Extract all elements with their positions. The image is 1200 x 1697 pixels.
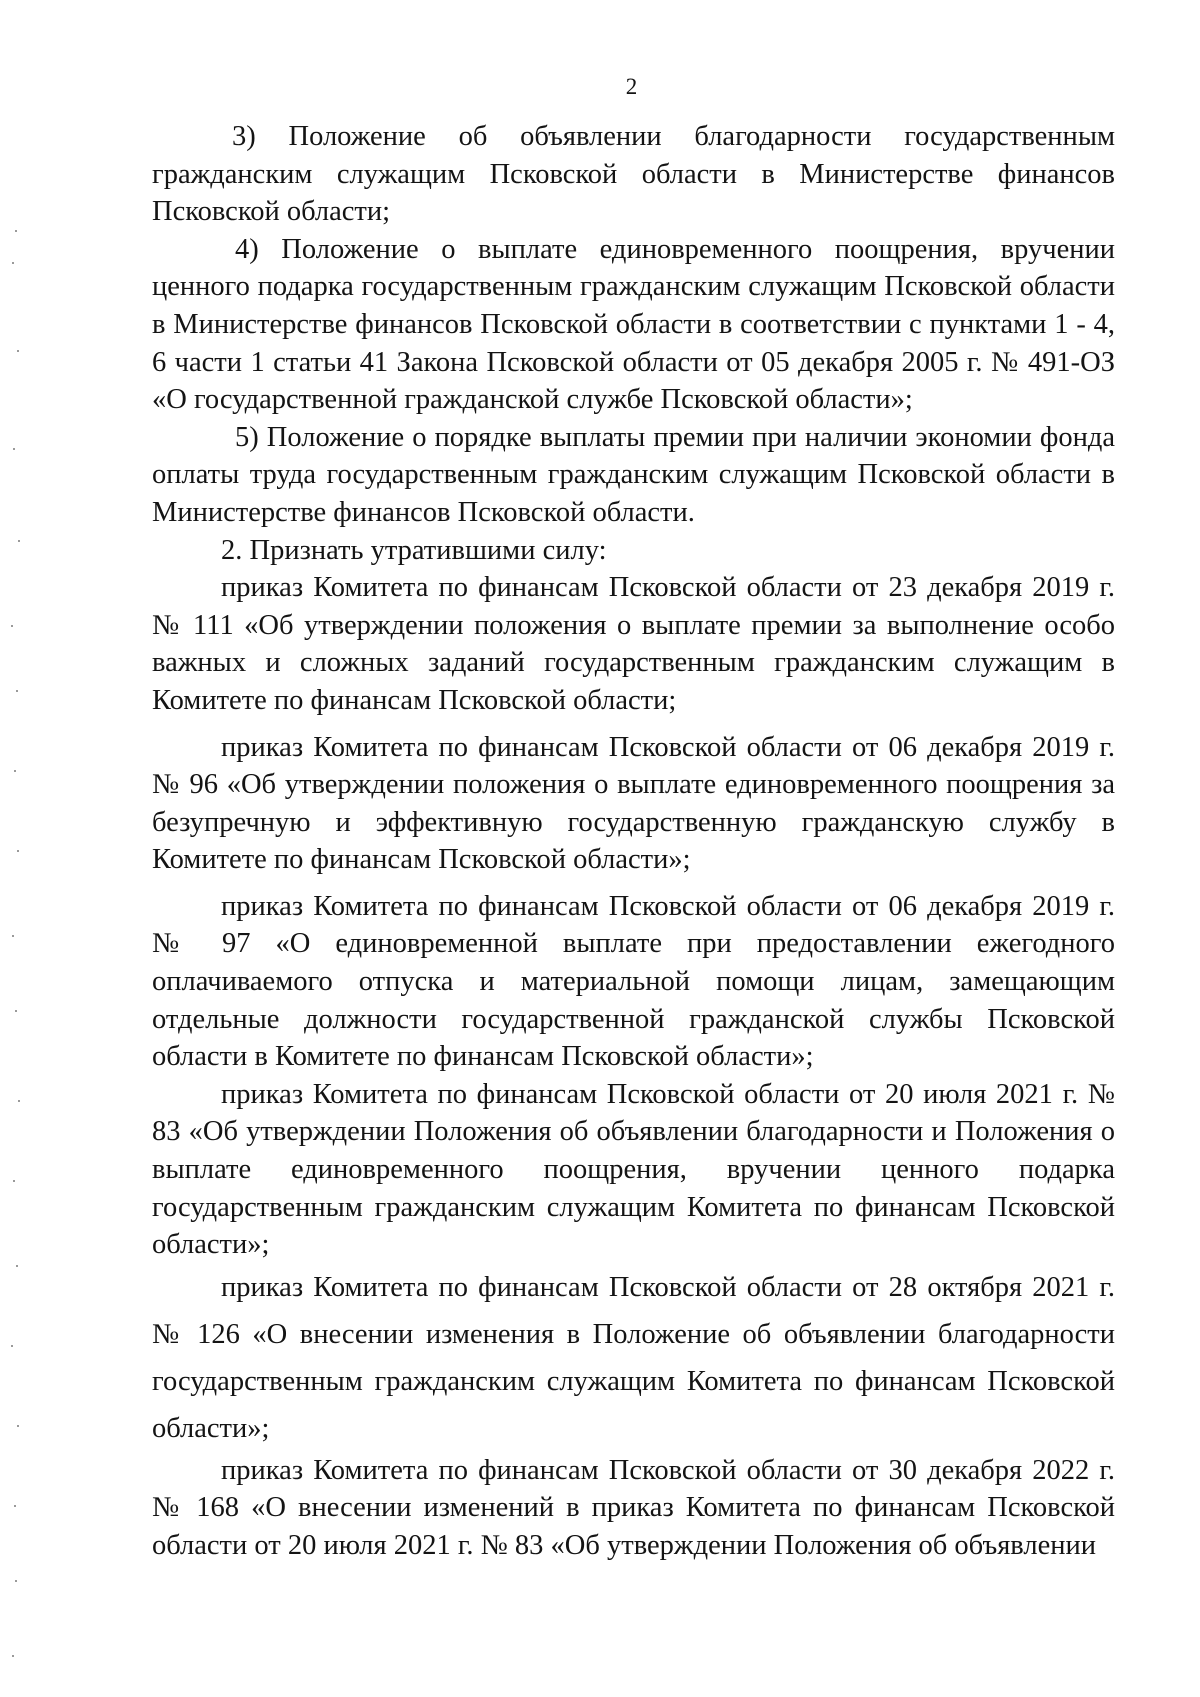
margin-speck <box>12 1655 14 1657</box>
paragraph-order-83: приказ Комитета по финансам Псковской области от 20 июля 2021 г. № 83 «Об утверждении Положения об объявлении благодарности и Положения о выплате единовременного поощрения, вручении ценного подарка государственным гражданским служащим Комитета по финансам Псковской области»; <box>152 1078 1115 1261</box>
margin-speck <box>13 1180 15 1182</box>
margin-speck <box>17 350 19 352</box>
paragraph-order-168: приказ Комитета по финансам Псковской области от 30 декабря 2022 г. № 168 «О внесении изменений в приказ Комитета по финансам Псковской области от 20 июля 2021 г. № 83 «Об утверждении Положения об объявлении <box>152 1454 1115 1561</box>
paragraph-item-4: 4) Положение о выплате единовременного поощрения, вручении ценного подарка государственным гражданским служащим Псковской области в Министерстве финансов Псковской области в соответствии с пунктами 1 - 4, 6 части 1 статьи 41 Закона Псковской области от 05 декабря 2005 г. № 491-ОЗ «О государственной гражданской службе Псковской области»; <box>152 233 1115 416</box>
paragraph-order-97: приказ Комитета по финансам Псковской области от 06 декабря 2019 г. № 97 «О единовременной выплате при предоставлении ежегодного оплачиваемого отпуска и материальной помощи лицам, замещающим отдельные должности государственной гражданской службы Псковской области в Комитете по финансам Псковской области»; <box>152 890 1115 1073</box>
margin-speck <box>17 850 19 852</box>
margin-speck <box>16 1265 18 1267</box>
margin-speck <box>11 1345 13 1347</box>
margin-speck <box>15 1580 17 1582</box>
paragraph-order-111: приказ Комитета по финансам Псковской области от 23 декабря 2019 г. № 111 «Об утверждении положения о выплате премии за выполнение особо важных и сложных заданий государственным гражданским служащим в Комитете по финансам Псковской области; <box>152 572 1115 716</box>
paragraph-item-3: 3) Положение об объявлении благодарности государственным гражданским служащим Псковской области в Министерстве финансов Псковской области; <box>152 121 1115 228</box>
margin-speck <box>12 935 14 937</box>
paragraph-order-126: приказ Комитета по финансам Псковской области от 28 октября 2021 г. № 126 «О внесении изменения в Положение об объявлении благодарности государственным гражданским служащим Комитета по финансам Псковской области»; <box>152 1271 1115 1444</box>
page-number: 2 <box>625 74 638 99</box>
margin-speck <box>14 1505 16 1507</box>
paragraph-order-96: приказ Комитета по финансам Псковской области от 06 декабря 2019 г. № 96 «Об утверждении положения о выплате единовременного поощрения за безупречную и эффективную государственную гражданскую службу в Комитете по финансам Псковской области»; <box>152 731 1115 876</box>
margin-speck <box>13 448 15 450</box>
margin-speck <box>14 770 16 772</box>
margin-speck <box>17 1425 19 1427</box>
margin-speck <box>15 230 17 232</box>
scan-margin-specks <box>0 0 40 1697</box>
margin-speck <box>12 262 14 264</box>
margin-speck <box>11 625 13 627</box>
document-body <box>152 118 1115 1565</box>
margin-speck <box>16 690 18 692</box>
margin-speck <box>18 1100 20 1102</box>
margin-speck <box>15 1010 17 1012</box>
paragraph-section-2: 2. Признать утратившими силу: <box>221 534 607 566</box>
paragraph-item-5: 5) Положение о порядке выплаты премии при наличии экономии фонда оплаты труда государственным гражданским служащим Псковской области в Министерстве финансов Псковской области. <box>152 421 1115 528</box>
margin-speck <box>18 540 20 542</box>
